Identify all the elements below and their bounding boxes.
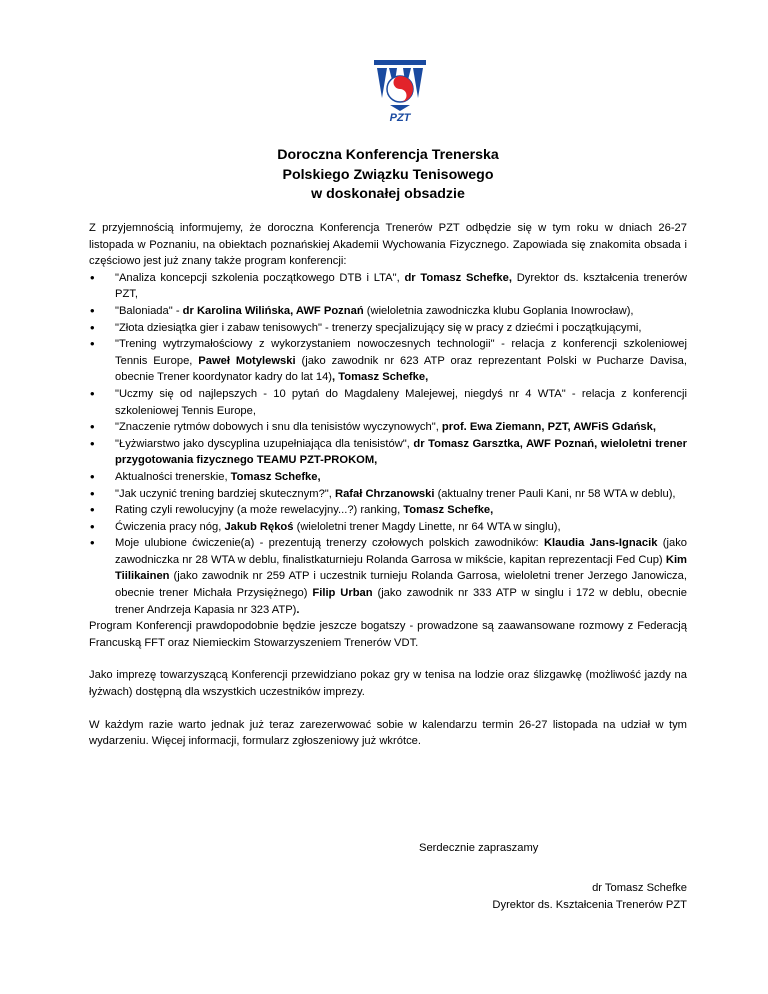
item-text: (aktualny trener Pauli Kani, nr 58 WTA w deblu), [434, 487, 676, 500]
item-speaker: dr Tomasz Garsztka, AWF Poznań, wieloletni trener przygotowania fizycznego TEAMU PZT-PROKOM, [115, 437, 687, 467]
item-speaker: dr Tomasz Schefke, [404, 271, 512, 284]
item-text: (jako zawodnik nr 623 ATP oraz reprezentant Polski w Pucharze Davisa, obecnie Trener koordynator kadry do lat 14) [115, 354, 687, 384]
list-item [89, 419, 687, 436]
item-speaker: Rafał Chrzanowski [334, 487, 435, 500]
signature-name: dr Tomasz Schefke [592, 882, 687, 894]
program-note-paragraph: Program Konferencji prawdopodobnie będzie jeszcze bogatszy - prowadzone są zaawansowane rozmowy z Federacją Francuską FFT oraz Niemieckim Stowarzyszeniem Trenerów VDT. [89, 620, 687, 649]
item-speaker: Jakub Rękoś [224, 520, 294, 533]
item-speaker: prof. Ewa Ziemann, PZT, AWFiS Gdańsk, [441, 421, 656, 434]
intro-paragraph: Z przyjemnością informujemy, że doroczna Konferencja Trenerów PZT odbędzie się w tym roku w dniach 26-27 listopada w Poznaniu, na obiektach poznańskiej Akademii Wychowania Fizycznego. Zapowiada się znakomita obsada i częściowo jest już znany także program konferencji: [89, 222, 687, 268]
list-item [89, 336, 687, 386]
list-item [89, 386, 687, 419]
item-text: "Analiza koncepcji szkolenia początkowego DTB i LTA", [115, 271, 405, 284]
paragraph-gap [89, 701, 687, 717]
item-text: (jako zawodnik nr 333 ATP w singlu i 172 w deblu, obecnie trener Andrzeja Kapasia nr 323 ATP) [115, 587, 687, 616]
list-item [89, 436, 687, 469]
program-list [89, 270, 687, 618]
list-item [89, 502, 687, 519]
list-item [89, 486, 687, 503]
item-speaker: , Tomasz Schefke, [332, 371, 429, 384]
item-text: Dyrektor ds. kształcenia trenerów PZT, [115, 271, 687, 301]
item-text: "Uczmy się od najlepszych - 10 pytań do Magdaleny Malejewej, niegdyś nr 4 WTA" - relacja z konferencji szkoleniowej Tennis Europe, [115, 387, 687, 417]
logo-text: PZT [389, 112, 411, 124]
item-text: (jako zawodnik nr 259 ATP i uczestnik turnieju Rolanda Garrosa, wieloletni trener Jerzego Janowicza, obecnie trener Michała Przysiężnego) [115, 570, 687, 600]
reminder-paragraph: W każdym razie warto jednak już teraz zarezerwować sobie w kalendarzu termin 26-27 listopada na udział w tym wydarzeniu. Więcej informacji, formularz zgłoszeniowy już wkrótce. [89, 718, 687, 748]
list-item [89, 303, 687, 320]
item-text: Moje ulubione ćwiczenie(a) - prezentują trenerzy czołowych polskich zawodników: [115, 537, 544, 550]
item-speaker: Tomasz Schefke, [230, 470, 321, 483]
item-text: "Jak uczynić trening bardziej skutecznym?", [115, 487, 335, 500]
title-line: w doskonałej obsadzie [311, 186, 465, 202]
item-speaker: Kim Tiilikainen [115, 553, 687, 583]
item-speaker: Tomasz Schefke, [403, 504, 494, 517]
pzt-logo [372, 58, 428, 124]
signature-role: Dyrektor ds. Kształcenia Trenerów PZT [492, 899, 687, 911]
item-speaker: Filip Urban [312, 587, 373, 600]
item-speaker: Paweł Motylewski [198, 354, 296, 367]
item-text: "Łyżwiarstwo jako dyscyplina uzupełniająca dla tenisistów", [115, 437, 414, 450]
item-speaker: dr Karolina Wilińska, AWF Poznań [182, 304, 364, 317]
list-item [89, 469, 687, 486]
item-text: "Złota dziesiątka gier i zabaw tenisowych" - trenerzy specjalizujący się w pracy z dziećmi i początkującymi, [115, 321, 642, 334]
document-body [89, 220, 687, 750]
title-line: Polskiego Związku Tenisowego [282, 166, 494, 183]
item-text: (jako zawodniczka nr 28 WTA w deblu, finalistkaturnieju Rolanda Garrosa w mikście, kapitan reprezentacji Fed Cup) [115, 537, 688, 566]
item-text: Ćwiczenia pracy nóg, [115, 520, 225, 533]
item-text: (wieloletnia zawodniczka klubu Goplania Inowrocław), [363, 304, 634, 317]
item-text: "Baloniada" - [115, 304, 183, 317]
side-event-paragraph: Jako imprezę towarzyszącą Konferencji przewidziano pokaz gry w tenisa na lodzie oraz ślizgawkę (możliwość jazdy na łyżwach) dostępną dla wszystkich uczestników imprezy. [89, 669, 687, 699]
list-item [89, 270, 687, 303]
item-text: "Znaczenie rytmów dobowych i snu dla tenisistów wyczynowych", [115, 421, 442, 434]
item-text: Rating czyli rewolucyjny (a może rewelacyjny...?) ranking, [115, 504, 404, 517]
item-text: (wieloletni trener Magdy Linette, nr 64 WTA w singlu), [293, 520, 561, 533]
item-text: "Trening wytrzymałościowy z wykorzystaniem nowoczesnych technologii" - relacja z konferencji szkoleniowej Tennis Europe, [115, 338, 687, 367]
closing-line: Serdecznie zapraszamy [419, 842, 539, 854]
item-speaker: . [296, 603, 300, 616]
list-item [89, 320, 687, 337]
pzt-emblem-icon [372, 58, 428, 112]
paragraph-gap [89, 651, 687, 667]
list-item [89, 519, 687, 536]
item-text: Aktualności trenerskie, [115, 470, 231, 483]
item-speaker: Klaudia Jans-Ignacik [543, 537, 658, 550]
page-title [89, 146, 687, 205]
list-item [89, 535, 687, 618]
title-line: Doroczna Konferencja Trenerska [277, 147, 499, 163]
